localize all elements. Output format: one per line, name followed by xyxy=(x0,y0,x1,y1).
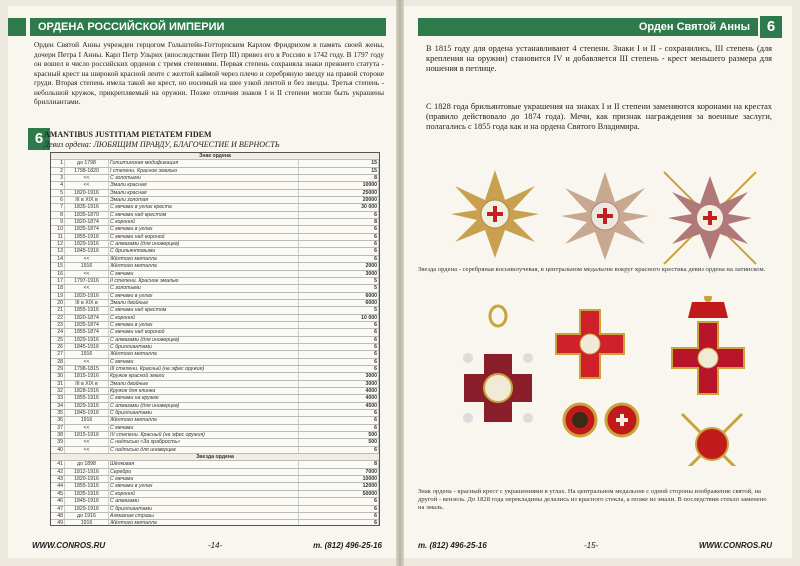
table-section-header: Знак ордена xyxy=(51,153,379,160)
star-gold-icon xyxy=(451,170,539,258)
badge-swords-icon xyxy=(682,414,742,466)
star-silver-icon xyxy=(561,172,649,260)
motto: AMANTIBUS JUSTITIAM PIETATEM FIDEM xyxy=(44,130,212,139)
table-row: 31 III в XIX в Эмали двойные 3000 xyxy=(51,381,379,388)
badge-caption: Знак ордена - красный крест с украшениями в углах. На центральном медальоне с одной стороны изображение святой, на другой - вензель. До 1828 года перекладины делались из красного стекла, а позже из эмали. В последствии стекло заменено на эмаль. xyxy=(418,488,767,512)
section-number: 6 xyxy=(28,128,50,150)
table-row: 22 1820-1874 С короной 10 000 xyxy=(51,315,379,322)
table-row: 7 1835-1916 С мечами в углах креста 30 000 xyxy=(51,204,379,211)
table-row: 25 1829-1916 С алмазами (для иноверцев) 6 xyxy=(51,337,379,344)
table-row: 15 1916 Жёлтого металла 2000 xyxy=(51,263,379,270)
footer-phone-right: т. (812) 496-25-16 xyxy=(418,541,487,550)
table-row: 30 1815-1916 Кружок красной эмали 3000 xyxy=(51,373,379,380)
table-row: 1 до 1798 Голштинская модификация 15 xyxy=(51,160,379,167)
badge-images xyxy=(440,296,780,466)
table-row: 39 << С надписью «За храбрость» 500 xyxy=(51,439,379,446)
table-row: 29 1798-1815 III степени. Красный (на эфес оружия) 6 xyxy=(51,366,379,373)
paragraph-1: В 1815 году для ордена устанавливают 4 степени. Знаки I и II - сохранились, III степень (для крепления на оружии) становится IV и добавляется III степень - крест меньшего размера для ношения в петлице. xyxy=(426,44,772,74)
table-row: 12 1829-1916 С алмазами (для иноверцев) 6 xyxy=(51,241,379,248)
table-row: 35 1845-1916 С бриллиантами 6 xyxy=(51,410,379,417)
table-row: 42 1812-1916 Серебро 7000 xyxy=(51,469,379,476)
table-row: 2 1798-1820 I степени. Красное эмалью 15 xyxy=(51,168,379,175)
table-row: 28 << С мечами 6 xyxy=(51,359,379,366)
table-row: 36 1916 Жёлтого металла 6 xyxy=(51,417,379,424)
book-gutter xyxy=(396,0,404,566)
table-section-header: Звезда ордена xyxy=(51,454,379,461)
table-row: 17 1797-1916 II степени. Красное эмалью 5 xyxy=(51,278,379,285)
star-crown-swords-icon xyxy=(664,172,756,264)
table-row: 19 1820-1916 С мечами в углах 6000 xyxy=(51,293,379,300)
table-row: 37 << С мечами 6 xyxy=(51,425,379,432)
table-row: 8 1835-1870 С мечами над крестом 6 xyxy=(51,212,379,219)
table-row: 20 III в XIX в Эмали двойные 6000 xyxy=(51,300,379,307)
right-page xyxy=(404,6,792,558)
table-row: 47 1829-1916 С бриллиантами 6 xyxy=(51,506,379,513)
paragraph-2: С 1828 года брильянтовые украшения на знаках I и II степени заменяются коронами на крестах (правило действовало до 1874 года). Мечи, как признак награждения за военные заслуги, полагались с 1855 года как и на ордена Святого Владимира. xyxy=(426,102,772,132)
round-badge-eagle-icon xyxy=(564,404,596,436)
table-row: 46 1845-1916 С алмазами 6 xyxy=(51,498,379,505)
badge-diamond-cross-icon xyxy=(463,306,533,423)
intro-text: Орден Святой Анны учрежден герцогом Гольштейн-Готторпским Карлом Фридрихом в память своей жены, дочери Петра I Анны. Карл Петр Ульрих (впоследствии Петр III) привез его в Россию в 1742 году. В 1797 году он вошел в число российских орденов с тремя степенями. Первая степень сохраняла знаки прежнего статута - красный крест на широкой красной ленте с желтой каймой через плечо и серебряную звезду на правой стороне груди. Вторая степень имела такой же крест, но носимый на шее узкой лентой и без звезды. Третья степень - небольшой кружок, прикрепляемый на оружии. Позже отличия знаков I и II степени могли быть украшены бриллиантами. xyxy=(34,40,384,106)
table-row: 4 << Эмали красная 10000 xyxy=(51,182,379,189)
footer-phone: т. (812) 496-25-16 xyxy=(313,541,382,550)
badge-cross-icon xyxy=(556,310,624,378)
round-badge-cross-icon xyxy=(606,404,638,436)
table-row: 11 1855-1916 С мечами над короной 6 xyxy=(51,234,379,241)
left-banner: ОРДЕНА РОССИЙСКОЙ ИМПЕРИИ xyxy=(30,18,386,36)
table-row: 26 1845-1916 С бриллиантами 6 xyxy=(51,344,379,351)
table-row: 41 до 1898 Шёлковая 8 xyxy=(51,461,379,468)
star-images xyxy=(440,166,770,266)
table-row: 27 1916 Жёлтого металла 6 xyxy=(51,351,379,358)
table-row: 10 1835-1874 С мечами в углах 6 xyxy=(51,226,379,233)
table-row: 18 << С золотыми 5 xyxy=(51,285,379,292)
table-row: 33 1855-1916 С мечами на кружке 4000 xyxy=(51,395,379,402)
table-row: 40 << С надписью для иноверцев 6 xyxy=(51,447,379,454)
footer-site: WWW.CONROS.RU xyxy=(32,541,106,550)
price-table xyxy=(50,152,380,526)
table-row: 9 1820-1874 С короной 8 xyxy=(51,219,379,226)
footer-site-right: WWW.CONROS.RU xyxy=(698,541,772,550)
table-row: 34 1829-1916 С алмазами (для иноверцев) 4500 xyxy=(51,403,379,410)
table-row: 14 << Жёлтого металла 6 xyxy=(51,256,379,263)
table-row: 44 1855-1916 С мечами в углах 12000 xyxy=(51,483,379,490)
table-row: 38 1815-1916 IV степени. Красный (на эфес оружия) 500 xyxy=(51,432,379,439)
table-row: 6 III в XIX в Эмали золотая 20000 xyxy=(51,197,379,204)
table-row: 5 1820-1916 Эмали красная 25000 xyxy=(51,190,379,197)
table-row: 45 1835-1916 С короной 50000 xyxy=(51,491,379,498)
table-row: 21 1855-1916 С мечами над крестом 5 xyxy=(51,307,379,314)
badge-crown-cross-icon xyxy=(672,296,744,394)
table-row: 24 1855-1874 С мечами над короной 6 xyxy=(51,329,379,336)
table-row: 49 1916 Жёлтого металла 6 xyxy=(51,520,379,526)
left-banner-marker xyxy=(8,18,26,36)
right-section-number: 6 xyxy=(760,16,782,38)
star-caption: Звезда ордена - серебряная восьмилучевая, в центральном медальоне вокруг красного крестика девиз ордена на латинском. xyxy=(418,266,766,273)
table-row: 13 1845-1916 С брильянтовыми 6 xyxy=(51,248,379,255)
motto-translation: Девиз ордена: ЛЮБЯЩИМ ПРАВДУ, БЛАГОЧЕСТИЕ И ВЕРНОСТЬ xyxy=(44,140,280,149)
table-row: 23 1835-1874 С мечами в углах 6 xyxy=(51,322,379,329)
table-row: 3 << С золотыми 8 xyxy=(51,175,379,182)
table-row: 16 << С мечами 3000 xyxy=(51,271,379,278)
table-row: 43 1820-1916 С мечами 10000 xyxy=(51,476,379,483)
table-row: 48 до 1916 Алмазная стразы 6 xyxy=(51,513,379,520)
table-row: 32 1828-1916 Кружок для клинка 4000 xyxy=(51,388,379,395)
right-banner: Орден Святой Анны xyxy=(418,18,758,36)
footer-page: -14- xyxy=(208,541,223,550)
left-page xyxy=(8,6,396,558)
footer-page-right: -15- xyxy=(584,541,599,550)
